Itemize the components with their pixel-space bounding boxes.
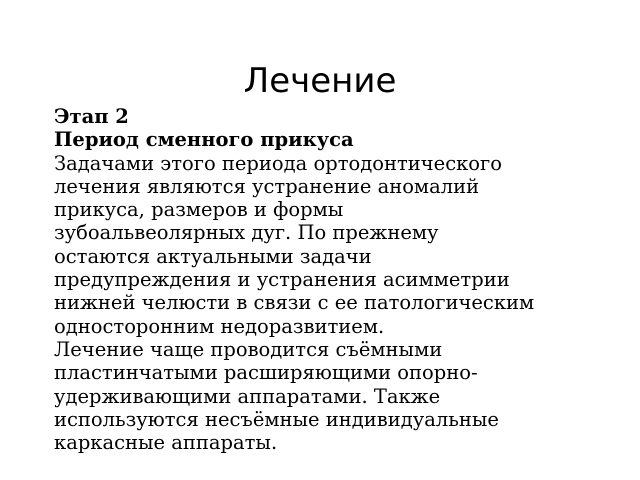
text-line: удерживающими аппаратами. Также (54, 384, 441, 408)
slide-title: Лечение (243, 61, 397, 101)
stage-heading: Этап 2 (54, 105, 129, 128)
text-line: остаются актуальными задачи (54, 244, 372, 268)
text-line: предупреждения и устранения асимметрии (54, 268, 510, 292)
text-line: нижней челюсти в связи с ее патологическим (54, 291, 535, 315)
text-line: односторонним недоразвитием. (54, 314, 385, 338)
text-line: зубоальвеолярных дуг. По прежнему (54, 221, 439, 245)
text-line: каркасные аппараты. (54, 431, 278, 455)
text-line: Лечение чаще проводится съёмными (54, 337, 443, 361)
slide-body (54, 105, 624, 454)
text-line: лечения являются устранение аномалий (54, 174, 480, 198)
paragraph-2 (54, 338, 624, 454)
period-heading: Период сменного прикуса (54, 128, 354, 152)
text-line: используются несъёмные индивидуальные (54, 407, 499, 431)
paragraph-1 (54, 152, 624, 338)
text-line: Задачами этого периода ортодонтического (54, 151, 502, 175)
text-line: пластинчатыми расширяющими опорно- (54, 361, 478, 385)
text-line: прикуса, размеров и формы (54, 198, 344, 222)
